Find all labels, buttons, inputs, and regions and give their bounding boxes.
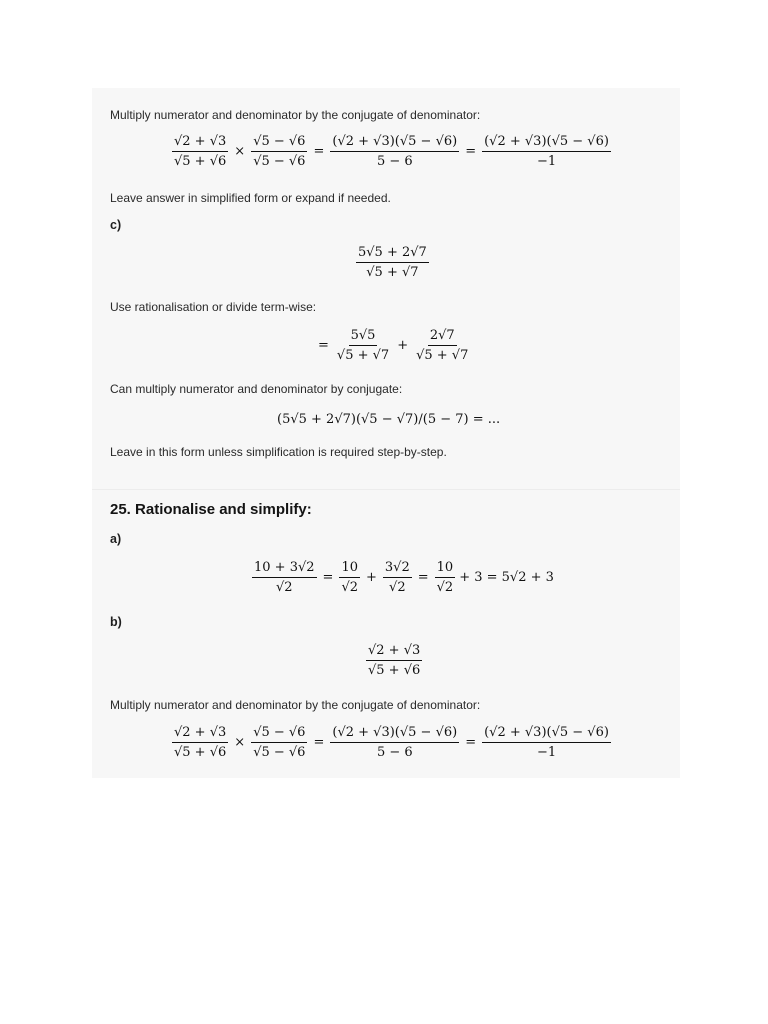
numerator: (√2 + √3)(√5 − √6) [482,725,611,743]
numerator: 10 [435,560,456,578]
simplified-note: Leave answer in simplified form or expand if needed. [110,191,391,205]
result-tail: + 3 = 5√2 + 3 [459,570,554,585]
numerator: (√2 + √3)(√5 − √6) [482,134,611,152]
fraction [414,328,470,363]
denominator: √2 [275,580,293,595]
fraction [251,725,307,760]
termwise-split-equation [314,328,472,363]
conjugate-note: Can multiply numerator and denominator by conjugate: [110,382,403,396]
equals-sign: = [313,144,325,159]
part-b-conjugate-equation [170,725,613,760]
plus-sign: + [366,570,377,585]
fraction [383,560,412,595]
denominator: √5 + √6 [368,663,421,678]
leave-form-note: Leave in this form unless simplification is required step-by-step. [110,445,447,459]
numerator: 2√7 [428,328,457,346]
part-b-instruction: Multiply numerator and denominator by the conjugate of denominator: [110,698,481,712]
denominator: √5 + √6 [174,745,227,760]
numerator: 10 [339,560,360,578]
equals-sign: = [322,570,334,585]
fraction [335,328,391,363]
numerator: 3√2 [383,560,412,578]
equals-sign: = [465,735,477,750]
numerator: 10 + 3√2 [252,560,317,578]
denominator: √5 + √7 [416,348,469,363]
fraction [251,134,307,169]
numerator: √5 − √6 [251,134,307,152]
denominator: √2 [341,580,358,595]
fraction [482,725,611,760]
fraction [172,134,228,169]
equals-sign: = [417,570,429,585]
denominator: −1 [536,154,557,169]
fraction [435,560,456,595]
part-a-label: a) [110,532,122,546]
conjugate-instruction: Multiply numerator and denominator by the conjugate of denominator: [110,108,481,122]
fraction [366,643,422,678]
equals-sign: = [318,338,329,353]
denominator: 5 − 6 [376,745,413,760]
times-sign: × [234,144,246,159]
numerator: √2 + √3 [172,134,228,152]
part-c-label: c) [110,218,122,232]
conjugate-equation [170,134,613,169]
plus-sign: + [397,338,409,353]
denominator: 5 − 6 [376,154,413,169]
conjugate-product-line: (5√5 + 2√7)(√5 − √7)/(5 − 7) = ... [277,412,501,427]
denominator: √5 − √6 [253,154,306,169]
denominator: −1 [536,745,557,760]
fraction [482,134,611,169]
numerator: (√2 + √3)(√5 − √6) [330,134,459,152]
fraction [172,725,228,760]
part-c-expression [354,245,431,280]
numerator: √2 + √3 [366,643,422,661]
numerator: 5√5 + 2√7 [356,245,429,263]
denominator: √2 [389,580,406,595]
times-sign: × [234,735,246,750]
fraction [339,560,360,595]
rationalisation-method: Use rationalisation or divide term-wise: [110,300,317,314]
part-a-equation [250,560,556,595]
denominator: √5 − √6 [253,745,306,760]
numerator: (√2 + √3)(√5 − √6) [330,725,459,743]
section-divider [92,489,680,490]
part-b-expression [364,643,424,678]
numerator: √2 + √3 [172,725,228,743]
numerator: 5√5 [349,328,378,346]
part-b-label: b) [110,615,122,629]
fraction [252,560,317,595]
equals-sign: = [313,735,325,750]
equals-sign: = [465,144,477,159]
fraction [330,134,459,169]
denominator: √2 [436,580,454,595]
fraction [330,725,459,760]
denominator: √5 + √7 [366,265,419,280]
numerator: √5 − √6 [251,725,307,743]
denominator: √5 + √7 [336,348,390,363]
fraction [356,245,429,280]
question-25-heading: 25. Rationalise and simplify: [110,501,312,518]
denominator: √5 + √6 [174,154,227,169]
